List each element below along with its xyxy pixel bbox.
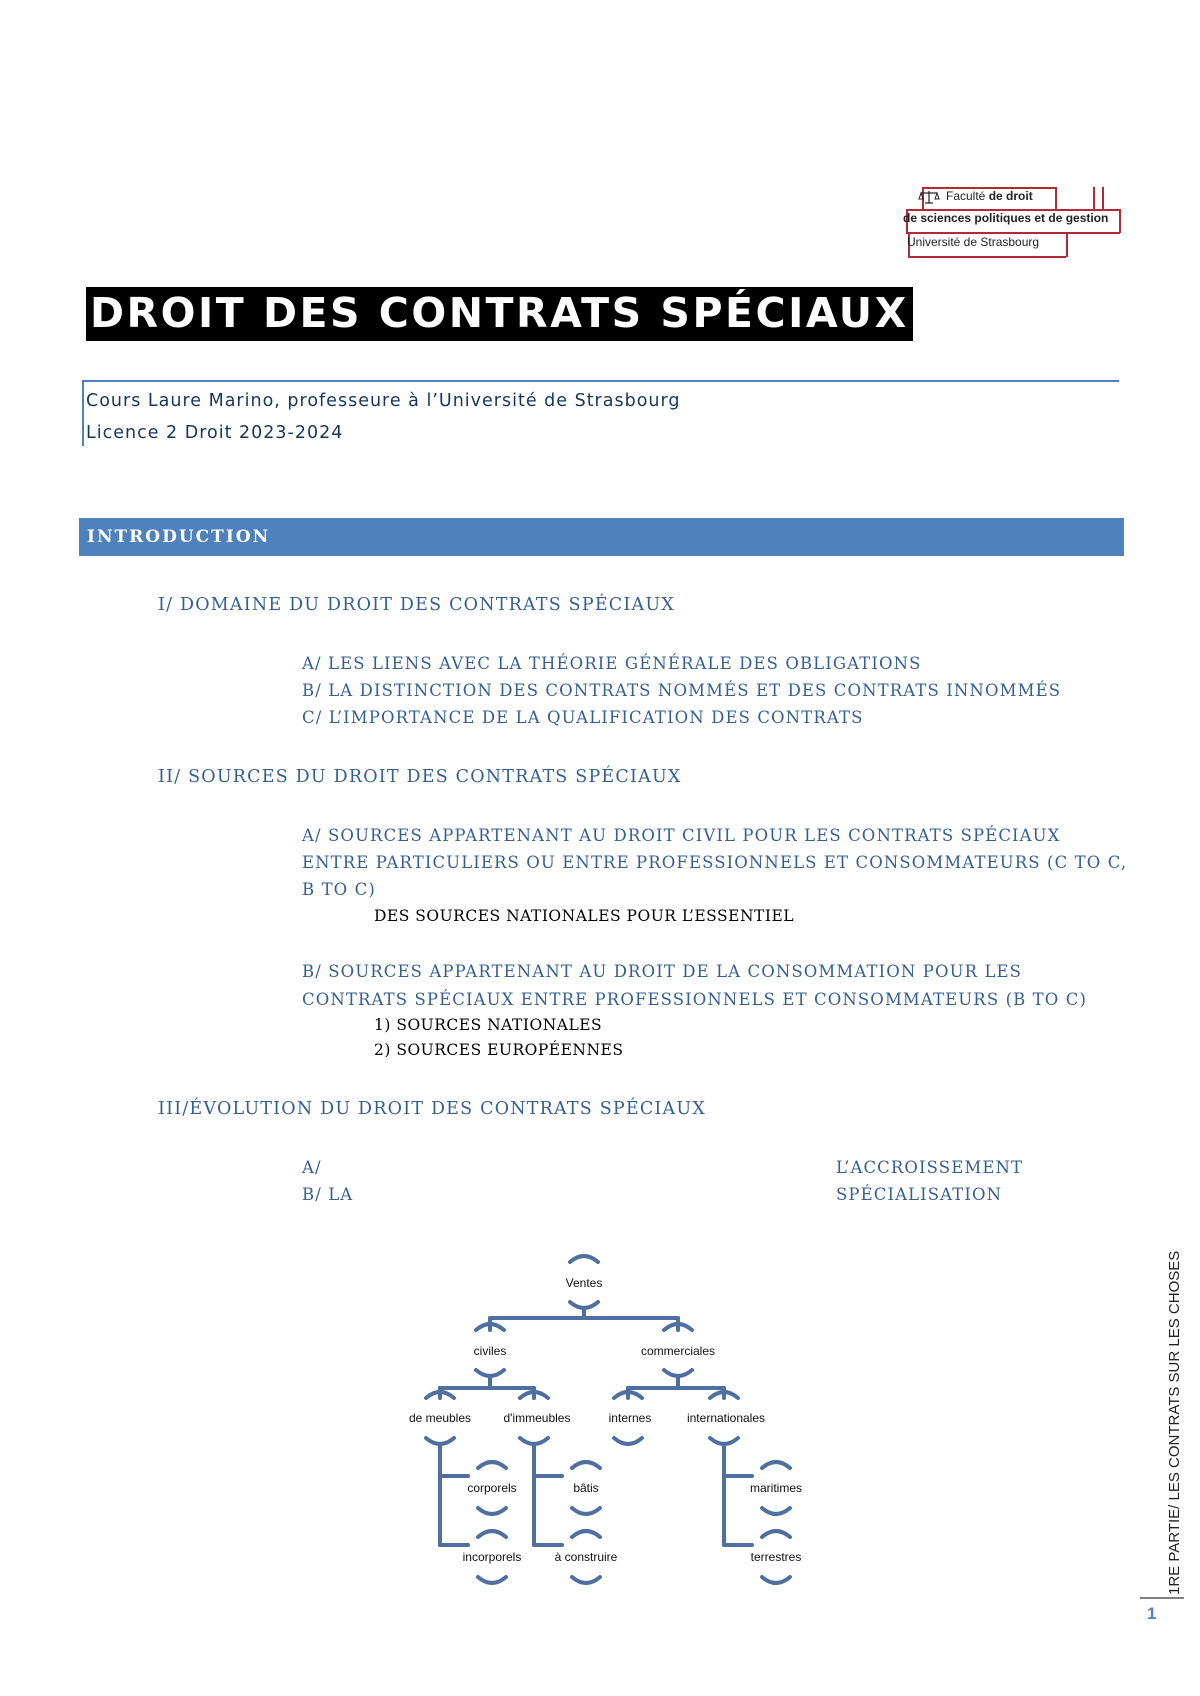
- scales-of-justice-icon: [918, 190, 940, 204]
- section-3-heading: III/ÉVOLUTION DU DROIT DES CONTRATS SPÉCIAUX: [158, 1099, 706, 1119]
- section-2-a-line2: ENTRE PARTICULIERS OU ENTRE PROFESSIONNELS ET CONSOMMATEURS (C TO C,: [302, 853, 1128, 872]
- section-3-a-right: L’ACCROISSEMENT: [836, 1158, 1024, 1177]
- section-1-heading: I/ DOMAINE DU DROIT DES CONTRATS SPÉCIAUX: [158, 595, 675, 615]
- section-2-a-line1: A/ SOURCES APPARTENANT AU DROIT CIVIL POUR LES CONTRATS SPÉCIAUX: [302, 826, 1061, 845]
- node-terrestres: terrestres: [750, 1550, 802, 1564]
- section-1-a: A/ LES LIENS AVEC LA THÉORIE GÉNÉRALE DES OBLIGATIONS: [302, 654, 922, 673]
- part-side-label: 1RE PARTIE/ LES CONTRATS SUR LES CHOSES: [1166, 1250, 1183, 1595]
- node-maritimes: maritimes: [749, 1481, 803, 1495]
- logo-sciences-line: de sciences politiques et de gestion: [903, 211, 1109, 225]
- node-incorporels: incorporels: [462, 1550, 522, 1564]
- node-batis: bâtis: [573, 1481, 599, 1495]
- node-ventes: Ventes: [565, 1276, 603, 1290]
- section-1-c: C/ L’IMPORTANCE DE LA QUALIFICATION DES CONTRATS: [302, 708, 864, 727]
- logo-faculty-line: [918, 189, 1033, 204]
- section-2-b-line1: B/ SOURCES APPARTENANT AU DROIT DE LA CONSOMMATION POUR LES: [302, 962, 1023, 981]
- section-2-b-line2: CONTRATS SPÉCIAUX ENTRE PROFESSIONNELS ET CONSOMMATEURS (B TO C): [302, 990, 1088, 1009]
- logo-faculty-bold: de droit: [988, 189, 1033, 203]
- author-rule-left: [82, 380, 84, 446]
- section-3-a-left: A/: [302, 1158, 322, 1177]
- section-3-b-right: SPÉCIALISATION: [836, 1185, 1003, 1204]
- author-rule-top: [82, 380, 1119, 382]
- introduction-heading: INTRODUCTION: [87, 527, 271, 547]
- section-2-b-sub1: 1) SOURCES NATIONALES: [374, 1016, 603, 1034]
- node-civiles: civiles: [473, 1344, 507, 1358]
- node-de-meubles: de meubles: [408, 1411, 472, 1425]
- node-commerciales: commerciales: [640, 1344, 716, 1358]
- section-1-b: B/ LA DISTINCTION DES CONTRATS NOMMÉS ET DES CONTRATS INNOMMÉS: [302, 681, 1062, 700]
- node-corporels: corporels: [467, 1481, 517, 1495]
- course-line: Licence 2 Droit 2023-2024: [86, 423, 344, 443]
- node-a-construire: à construire: [554, 1550, 618, 1564]
- node-internationales: internationales: [686, 1411, 766, 1425]
- section-2-a-sub: DES SOURCES NATIONALES POUR L’ESSENTIEL: [374, 907, 795, 925]
- page-number-rule: [1140, 1597, 1184, 1599]
- logo-university-line: Université de Strasbourg: [907, 235, 1040, 249]
- node-d-immeubles: d'immeubles: [503, 1411, 571, 1425]
- section-2-b-sub2: 2) SOURCES EUROPÉENNES: [374, 1041, 624, 1059]
- section-2-a-line3: B TO C): [302, 880, 376, 899]
- sales-hierarchy-diagram: [380, 1240, 840, 1600]
- author-line: Cours Laure Marino, professeure à l’Université de Strasbourg: [86, 391, 681, 411]
- section-2-heading: II/ SOURCES DU DROIT DES CONTRATS SPÉCIAUX: [158, 767, 682, 787]
- page-number: 1: [1147, 1604, 1157, 1623]
- logo-faculty-prefix: Faculté: [946, 189, 989, 203]
- node-internes: internes: [608, 1411, 652, 1425]
- section-3-b-left: B/ LA: [302, 1185, 354, 1204]
- document-title: DROIT DES CONTRATS SPÉCIAUX: [86, 287, 913, 341]
